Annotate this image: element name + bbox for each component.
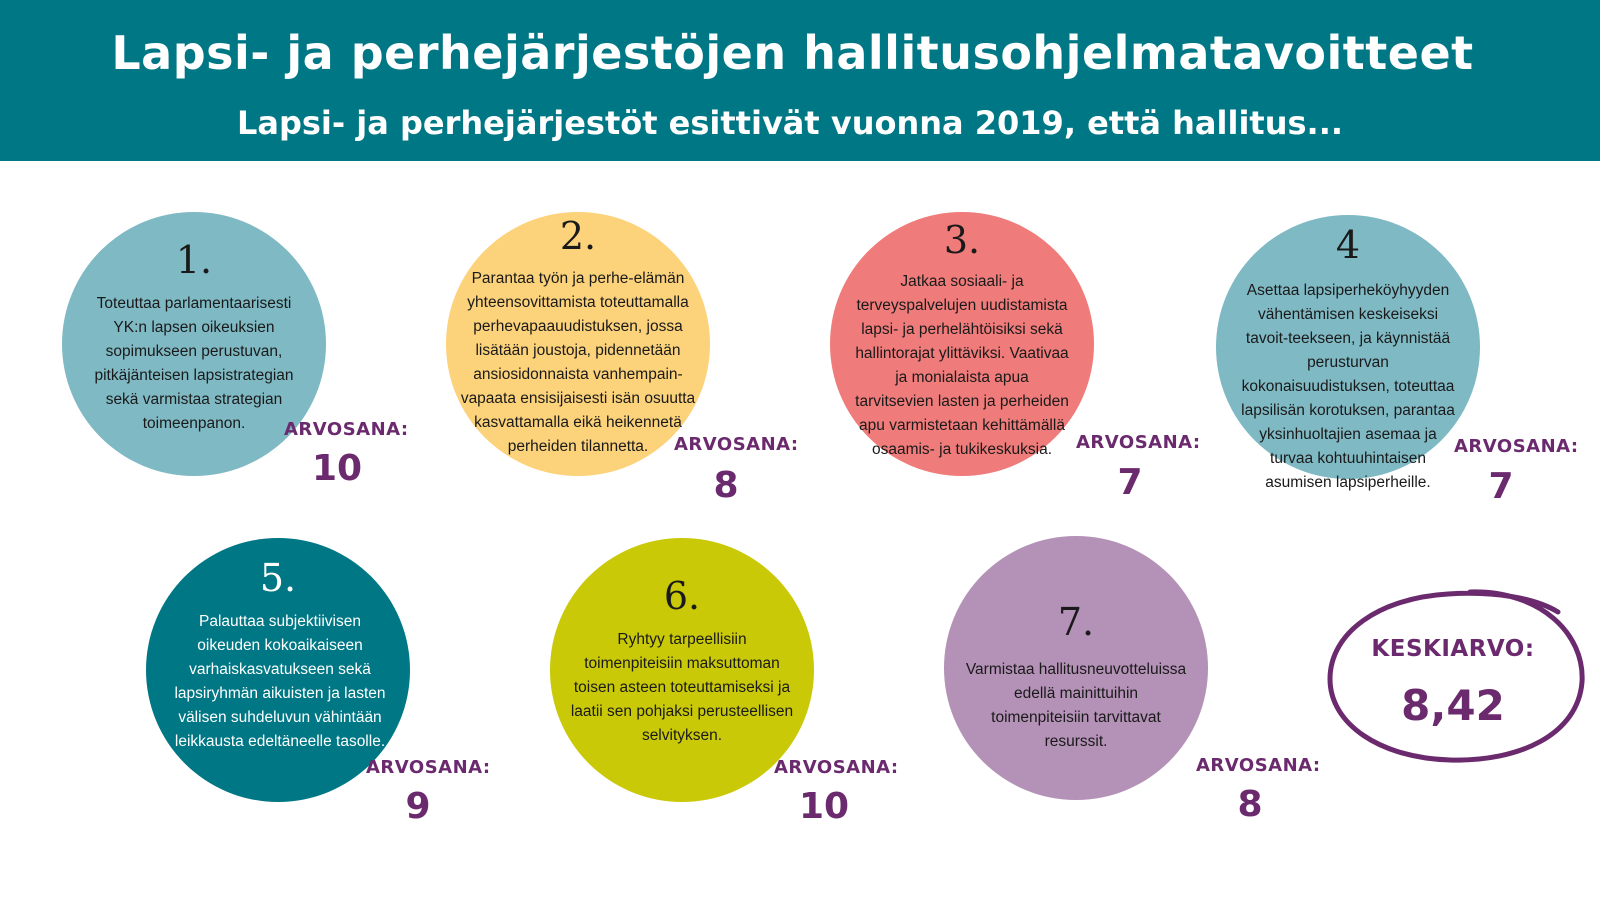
goal-text: Jatkaa sosiaali- ja terveyspalvelujen uudistamista lapsi- ja perhelähtöisiksi sekä hallintorajat ylittäviksi. Vaativaa ja monialaista apua tarvitsevien lasten ja perheiden apu varmistetaan kehittämällä osaamis- ja tukikeskuksia. <box>855 273 1069 458</box>
grade-value: 9 <box>405 786 431 827</box>
grade-value: 10 <box>311 448 363 489</box>
grade-label: ARVOSANA: <box>366 757 491 778</box>
average-value: 8,42 <box>1401 681 1505 730</box>
grade-label: ARVOSANA: <box>774 757 899 778</box>
grade-label: ARVOSANA: <box>284 419 409 440</box>
goal-number: 6. <box>663 574 701 618</box>
goal-text: Asettaa lapsiperheköyhyyden vähentämisen keskeiseksi tavoit-teekseen, ja käynnistää perusturvan kokonaisuudistuksen, toteuttaa lapsilisän korotuksen, parantaa yksinhuoltajien asemaa ja turvaa kohtuuhintaisen asumisen lapsiperheille. <box>1241 282 1455 491</box>
grade-label: ARVOSANA: <box>1196 755 1321 776</box>
goal-text: Ryhtyy tarpeellisiin toimenpiteisiin maksuttoman toisen asteen toteuttamiseksi ja laatii sen pohjaksi perusteellisen selvityksen. <box>570 631 794 744</box>
goal-circle-7 <box>944 536 1208 800</box>
goal-number: 3. <box>943 218 981 262</box>
goal-circle-3 <box>830 212 1094 476</box>
goal-number: 1. <box>175 238 213 282</box>
goal-text: Palauttaa subjektiivisen oikeuden kokoaikaiseen varhaiskasvatukseen sekä lapsiryhmän aikuisten ja lasten välisen suhdeluvun vähintään leikkausta edeltäneelle tasolle. <box>174 613 386 750</box>
goal-number: 5. <box>259 556 297 600</box>
page-subtitle: Lapsi- ja perhejärjestöt esittivät vuonna 2019, että hallitus... <box>236 104 1344 142</box>
grade-value: 7 <box>1488 466 1514 507</box>
goal-number: 4 <box>1335 223 1361 267</box>
page-title: Lapsi- ja perhejärjestöjen hallitusohjelmatavoitteet <box>111 26 1474 80</box>
grade-label: ARVOSANA: <box>674 434 799 455</box>
grade-value: 8 <box>1237 784 1263 825</box>
grade-label: ARVOSANA: <box>1076 432 1201 453</box>
grade-value: 7 <box>1117 462 1143 503</box>
goal-text: Toteuttaa parlamentaarisesti YK:n lapsen oikeuksien sopimukseen perustuvan, pitkäjänteisen lapsistrategian sekä varmistaa strategian toimeenpanon. <box>94 295 294 432</box>
goal-circle-2 <box>446 212 710 476</box>
goal-circle-4 <box>1216 215 1480 491</box>
header-banner <box>0 0 1600 161</box>
goal-number: 7. <box>1057 600 1095 644</box>
average-circle-outline <box>1320 584 1590 769</box>
average-label: KESKIARVO: <box>1371 636 1535 662</box>
grade-value: 10 <box>798 786 850 827</box>
goal-number: 2. <box>559 214 597 258</box>
grade-value: 8 <box>713 465 739 506</box>
grade-label: ARVOSANA: <box>1454 436 1579 457</box>
goal-text: Varmistaa hallitusneuvotteluissa edellä mainittuihin toimenpiteisiin tarvittavat resurssit. <box>965 661 1187 750</box>
goal-text: Parantaa työn ja perhe-elämän yhteensovittamista toteuttamalla perhevapaauudistuksen, jossa lisätään joustoja, pidennetään ansiosidonnaista vanhempain-vapaata ensisijaisesti isän osuutta kasvattamalla eikä heikennetä perheiden tilannetta. <box>460 270 696 455</box>
